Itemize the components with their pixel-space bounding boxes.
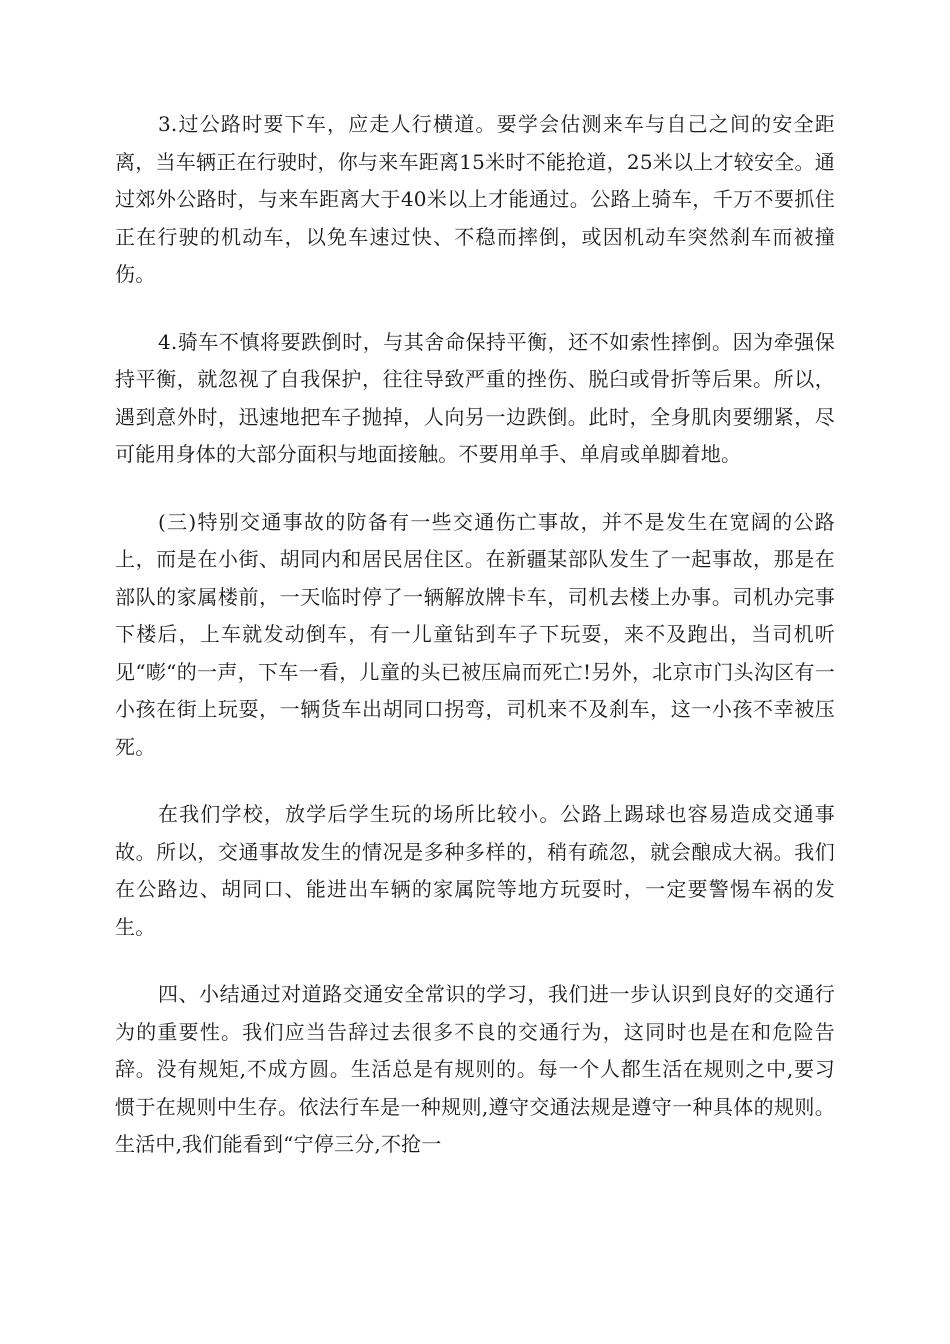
paragraph-crossing-road: 3.过公路时要下车，应走人行横道。要学会估测来车与自己之间的安全距离，当车辆正在行驶时，你与来车距离15米时不能抢道，25米以上才较安全。通过郊外公路时，与来车距离大于40米以上才能通过。公路上骑车，千万不要抓住正在行驶的机动车，以免车速过快、不稳而摔倒，或因机动车突然刹车而被撞伤。 (115, 112, 835, 286)
paragraph-summary: 四、小结通过对道路交通安全常识的学习，我们进一步认识到良好的交通行为的重要性。我们应当告辞过去很多不良的交通行为，这同时也是在和危险告辞。没有规矩,不成方圆。生活总是有规则的。每一个人都生活在规则之中,要习惯于在规则中生存。依法行车是一种规则,遵守交通法规是遵守一种具体的规则。生活中,我们能看到“宁停三分,不抢一 (115, 982, 835, 1156)
paragraph-school: 在我们学校，放学后学生玩的场所比较小。公路上踢球也容易造成交通事故。所以，交通事故发生的情况是多种多样的，稍有疏忽，就会酿成大祸。我们在公路边、胡同口、能进出车辆的家属院等地方玩耍时，一定要警惕车祸的发生。 (115, 802, 835, 939)
paragraph-special-accidents: (三)特别交通事故的防备有一些交通伤亡事故，并不是发生在宽阔的公路上，而是在小街、胡同内和居民居住区。在新疆某部队发生了一起事故，那是在部队的家属楼前，一天临时停了一辆解放牌卡车，司机去楼上办事。司机办完事下楼后，上车就发动倒车，有一儿童钻到车子下玩耍，来不及跑出，当司机听见“嘭“的一声，下车一看，儿童的头已被压扁而死亡!另外，北京市门头沟区有一小孩在街上玩耍，一辆货车出胡同口拐弯，司机来不及刹车，这一小孩不幸被压死。 (115, 509, 835, 759)
document-body (115, 106, 835, 1194)
paragraph-falling-bicycle: 4.骑车不慎将要跌倒时，与其舍命保持平衡，还不如索性摔倒。因为牵强保持平衡，就忽视了自我保护，往往导致严重的挫伤、脱臼或骨折等后果。所以，遇到意外时，迅速地把车子抛掉，人向另一边跌倒。此时，全身肌肉要绷紧，尽可能用身体的大部分面积与地面接触。不要用单手、单肩或单脚着地。 (115, 329, 835, 466)
